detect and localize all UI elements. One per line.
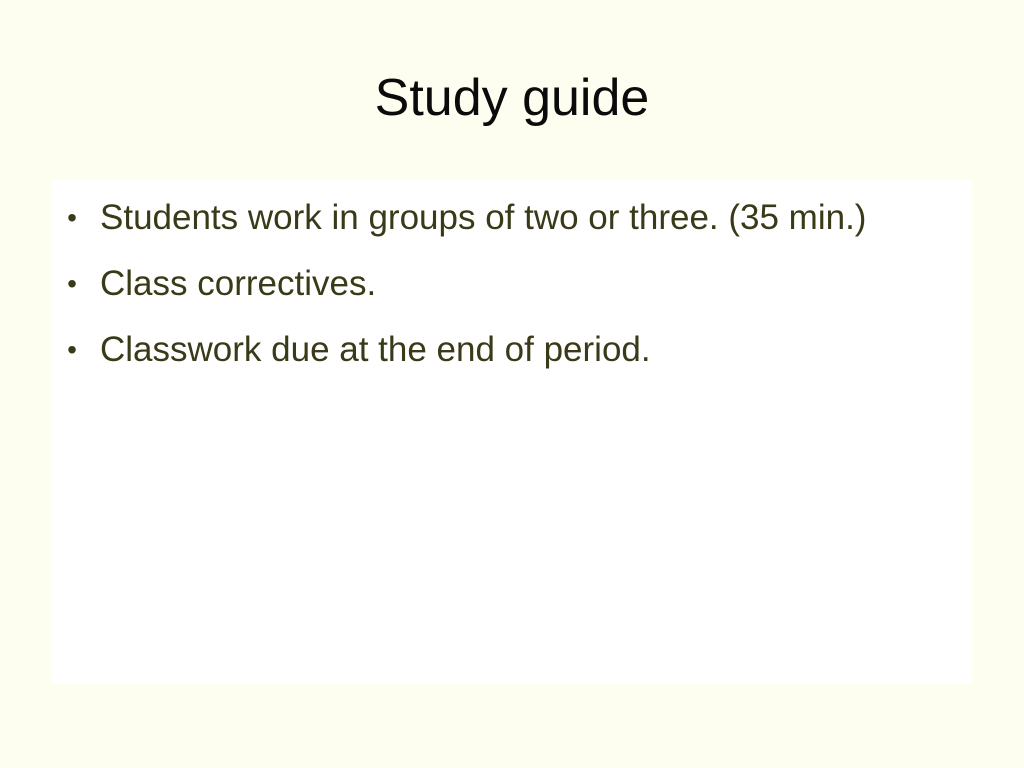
bullet-list bbox=[52, 194, 972, 392]
bullet-item bbox=[52, 260, 972, 308]
bullet-item bbox=[52, 194, 972, 242]
content-box bbox=[52, 180, 972, 684]
bullet-text: Classwork due at the end of period. bbox=[100, 330, 651, 369]
bullet-item bbox=[52, 326, 972, 374]
slide-title: Study guide bbox=[374, 69, 650, 127]
bullet-dot-icon: • bbox=[67, 202, 77, 233]
bullet-text: Students work in groups of two or three. (35 min.) bbox=[100, 198, 867, 237]
bullet-dot-icon: • bbox=[67, 268, 77, 299]
bullet-dot-icon: • bbox=[67, 334, 77, 365]
bullet-text: Class correctives. bbox=[100, 264, 377, 303]
